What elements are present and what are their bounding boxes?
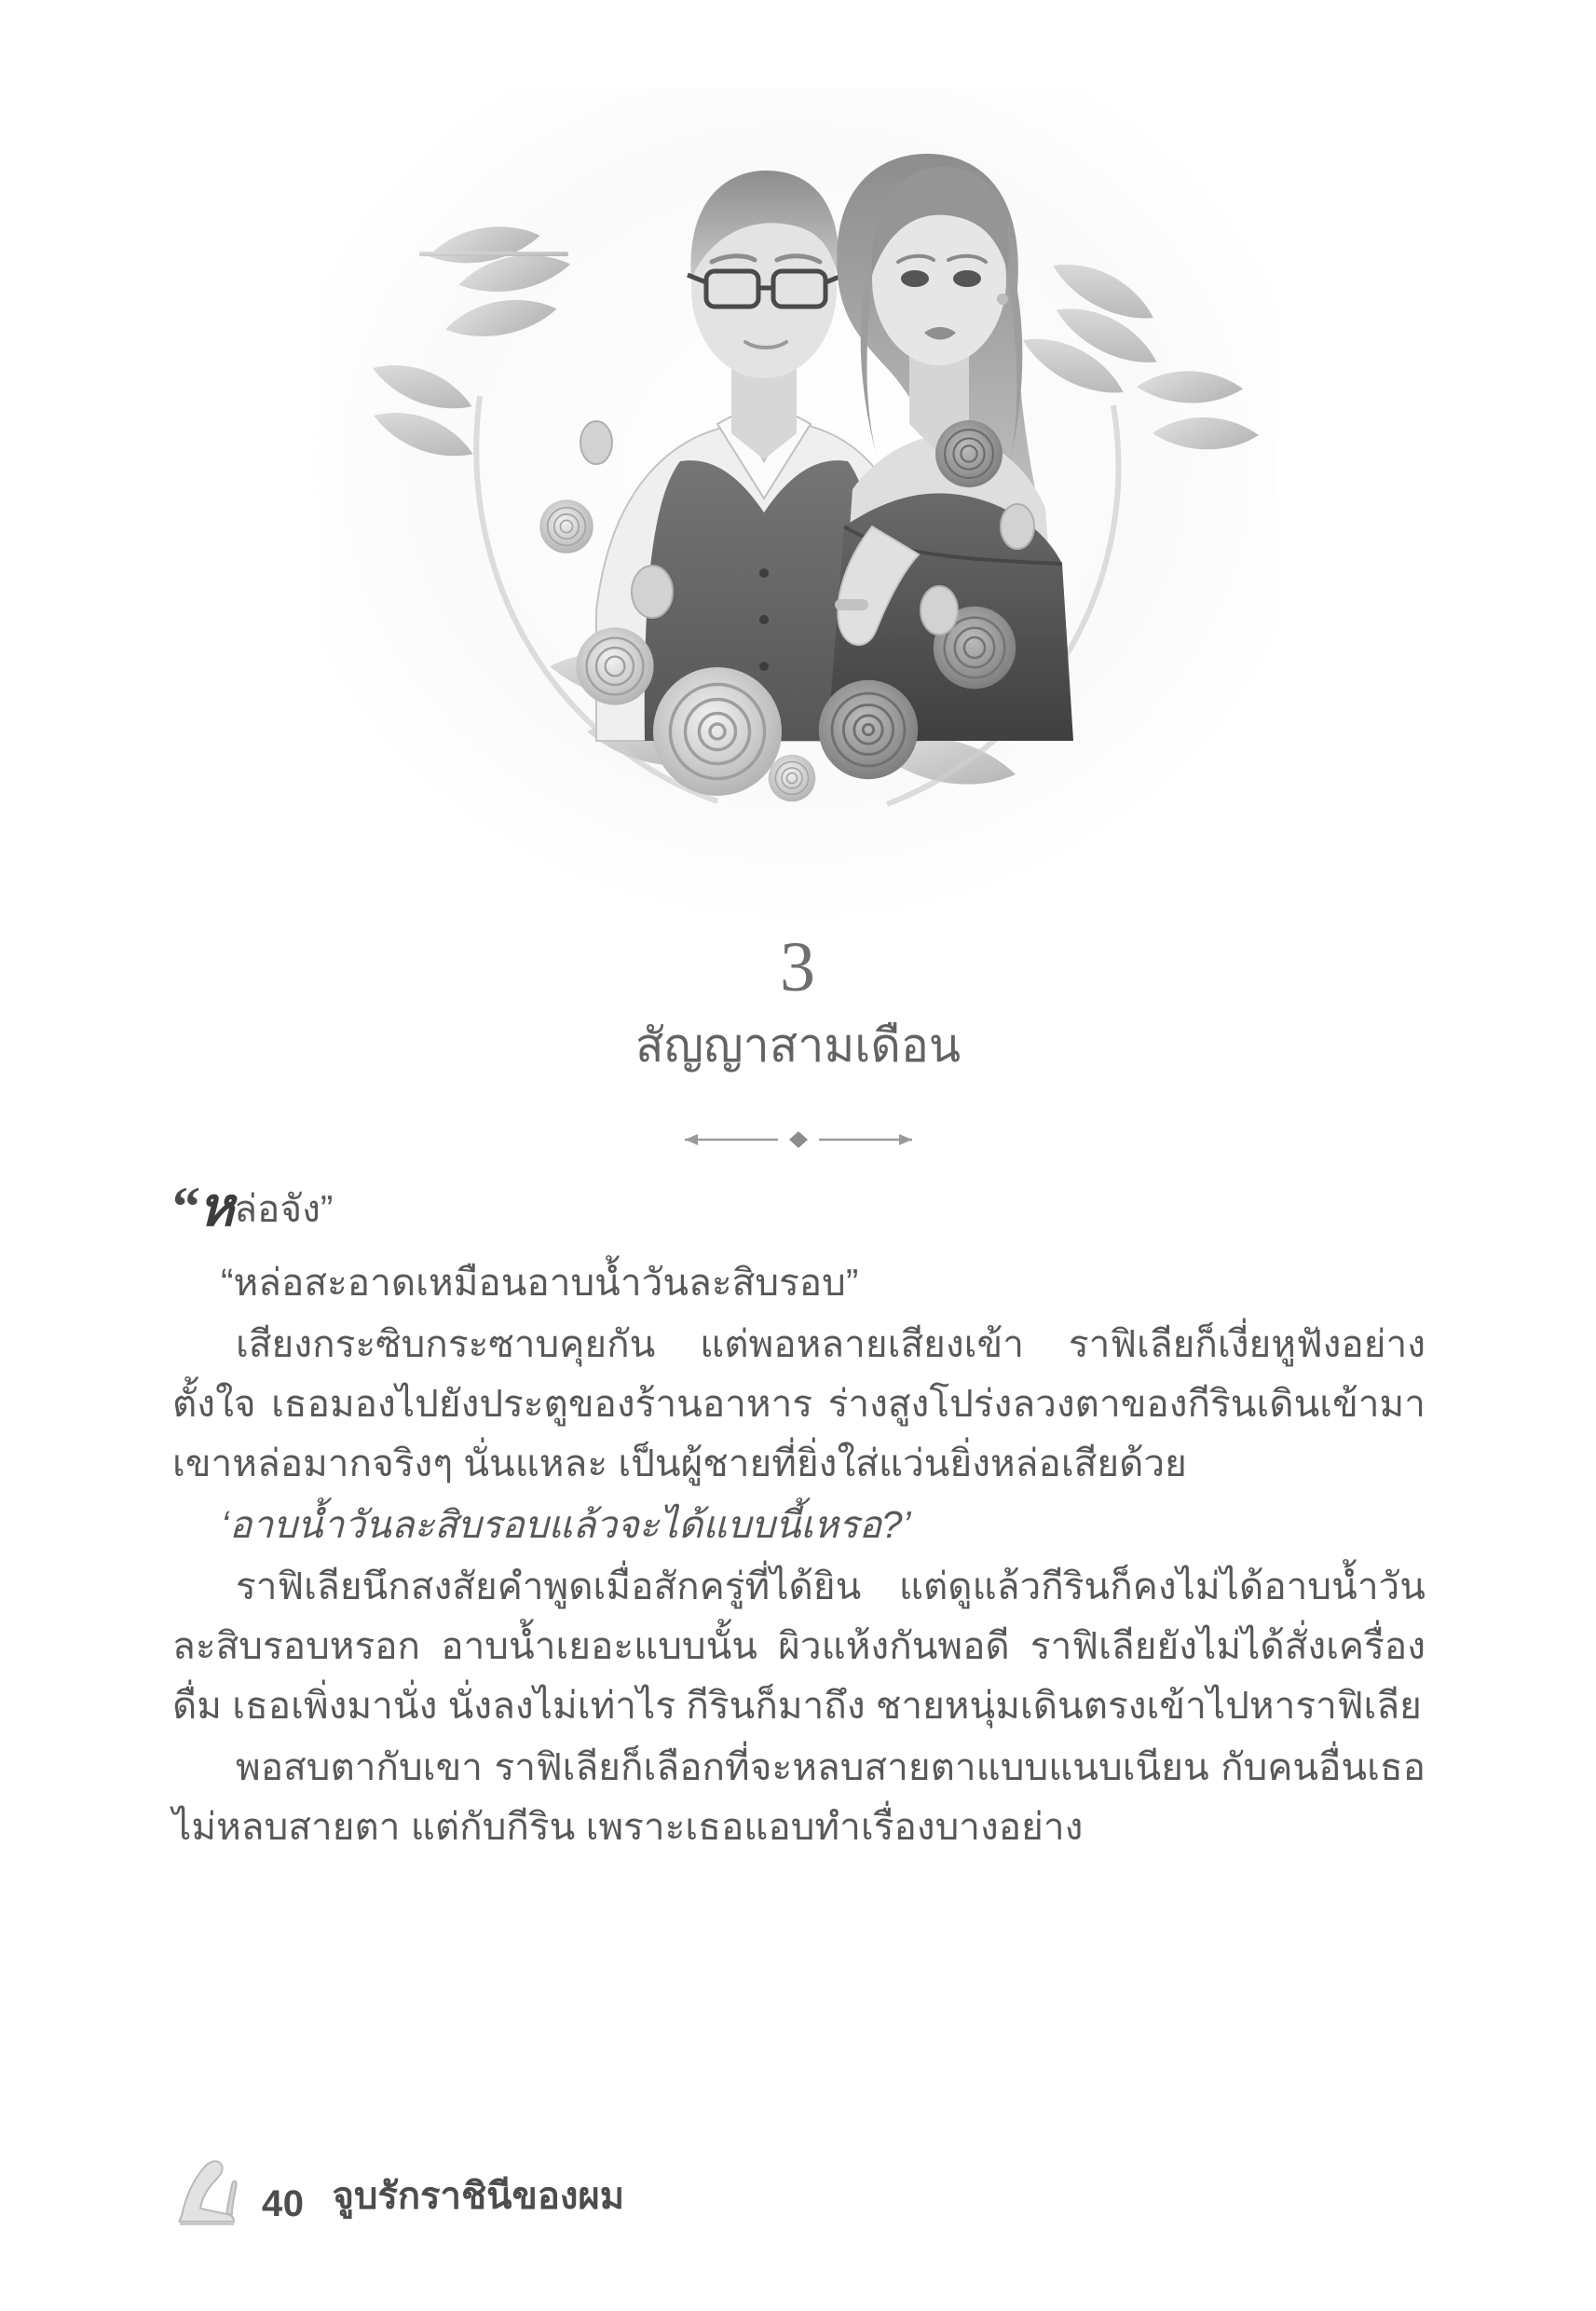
dropcap-rest: ล่อจัง” (234, 1187, 334, 1230)
body-text (172, 1163, 1425, 1859)
page-footer (172, 2153, 624, 2225)
high-heel-shoe-icon (172, 2156, 241, 2229)
paragraph-1: “หล่อสะอาดเหมือนอาบน้ำวันละสิบรอบ” (221, 1260, 859, 1304)
dropcap-letter: ห (198, 1177, 235, 1238)
paragraph-3: ‘อาบน้ำวันละสิบรอบแล้วจะได้แบบนี้เหรอ?’ (221, 1502, 911, 1546)
page-number: 40 (262, 2183, 305, 2224)
diamond-divider-icon (659, 1129, 938, 1150)
chapter-illustration (317, 89, 1276, 927)
paragraph-4: ราฟิเลียนึกสงสัยคำพูดเมื่อสักครู่ที่ได้ยิน แต่ดูแล้วกีรินก็คงไม่ได้อาบน้ำวันละสิบรอบหรอก อาบน้ำเยอะแบบนั้น ผิวแห้งกันพอดี ราฟิเลียยังไม่ได้สั่งเครื่องดื่ม เธอเพิ่งมานั่ง นั่งลงไม่เท่าไร กีรินก็มาถึง ชายหนุ่มเดินตรงเข้าไปหาราฟิเลีย (172, 1564, 1425, 1727)
paragraph-2: เสียงกระซิบกระซาบคุยกัน แต่พอหลายเสียงเข้า ราฟิเลียก็เงี่ยหูฟังอย่างตั้งใจ เธอมองไปยังประตูของร้านอาหาร ร่างสูงโปร่งลวงตาของกีรินเดินเข้ามา เขาหล่อมากจริงๆ นั่นแหละ เป็นผู้ชายที่ยิ่งใส่แว่นยิ่งหล่อเสียด้วย (172, 1321, 1425, 1484)
paragraph-5: พอสบตากับเขา ราฟิเลียก็เลือกที่จะหลบสายตาแบบแนบเนียน กับคนอื่นเธอไม่หลบสายตา แต่กับกีริน เพราะเธอแอบทำเรื่องบางอย่าง (172, 1744, 1425, 1848)
chapter-title: สัญญาสามเดือน (634, 1019, 962, 1072)
section-divider (0, 1128, 1596, 1152)
couple-rose-wreath-illustration (317, 89, 1276, 927)
book-title: จูบรักราชินีของผม (332, 2176, 625, 2217)
chapter-number: 3 (780, 928, 816, 1006)
dropcap-open-quote: “ (172, 1176, 198, 1238)
dropcap-paragraph (172, 1163, 1425, 1251)
